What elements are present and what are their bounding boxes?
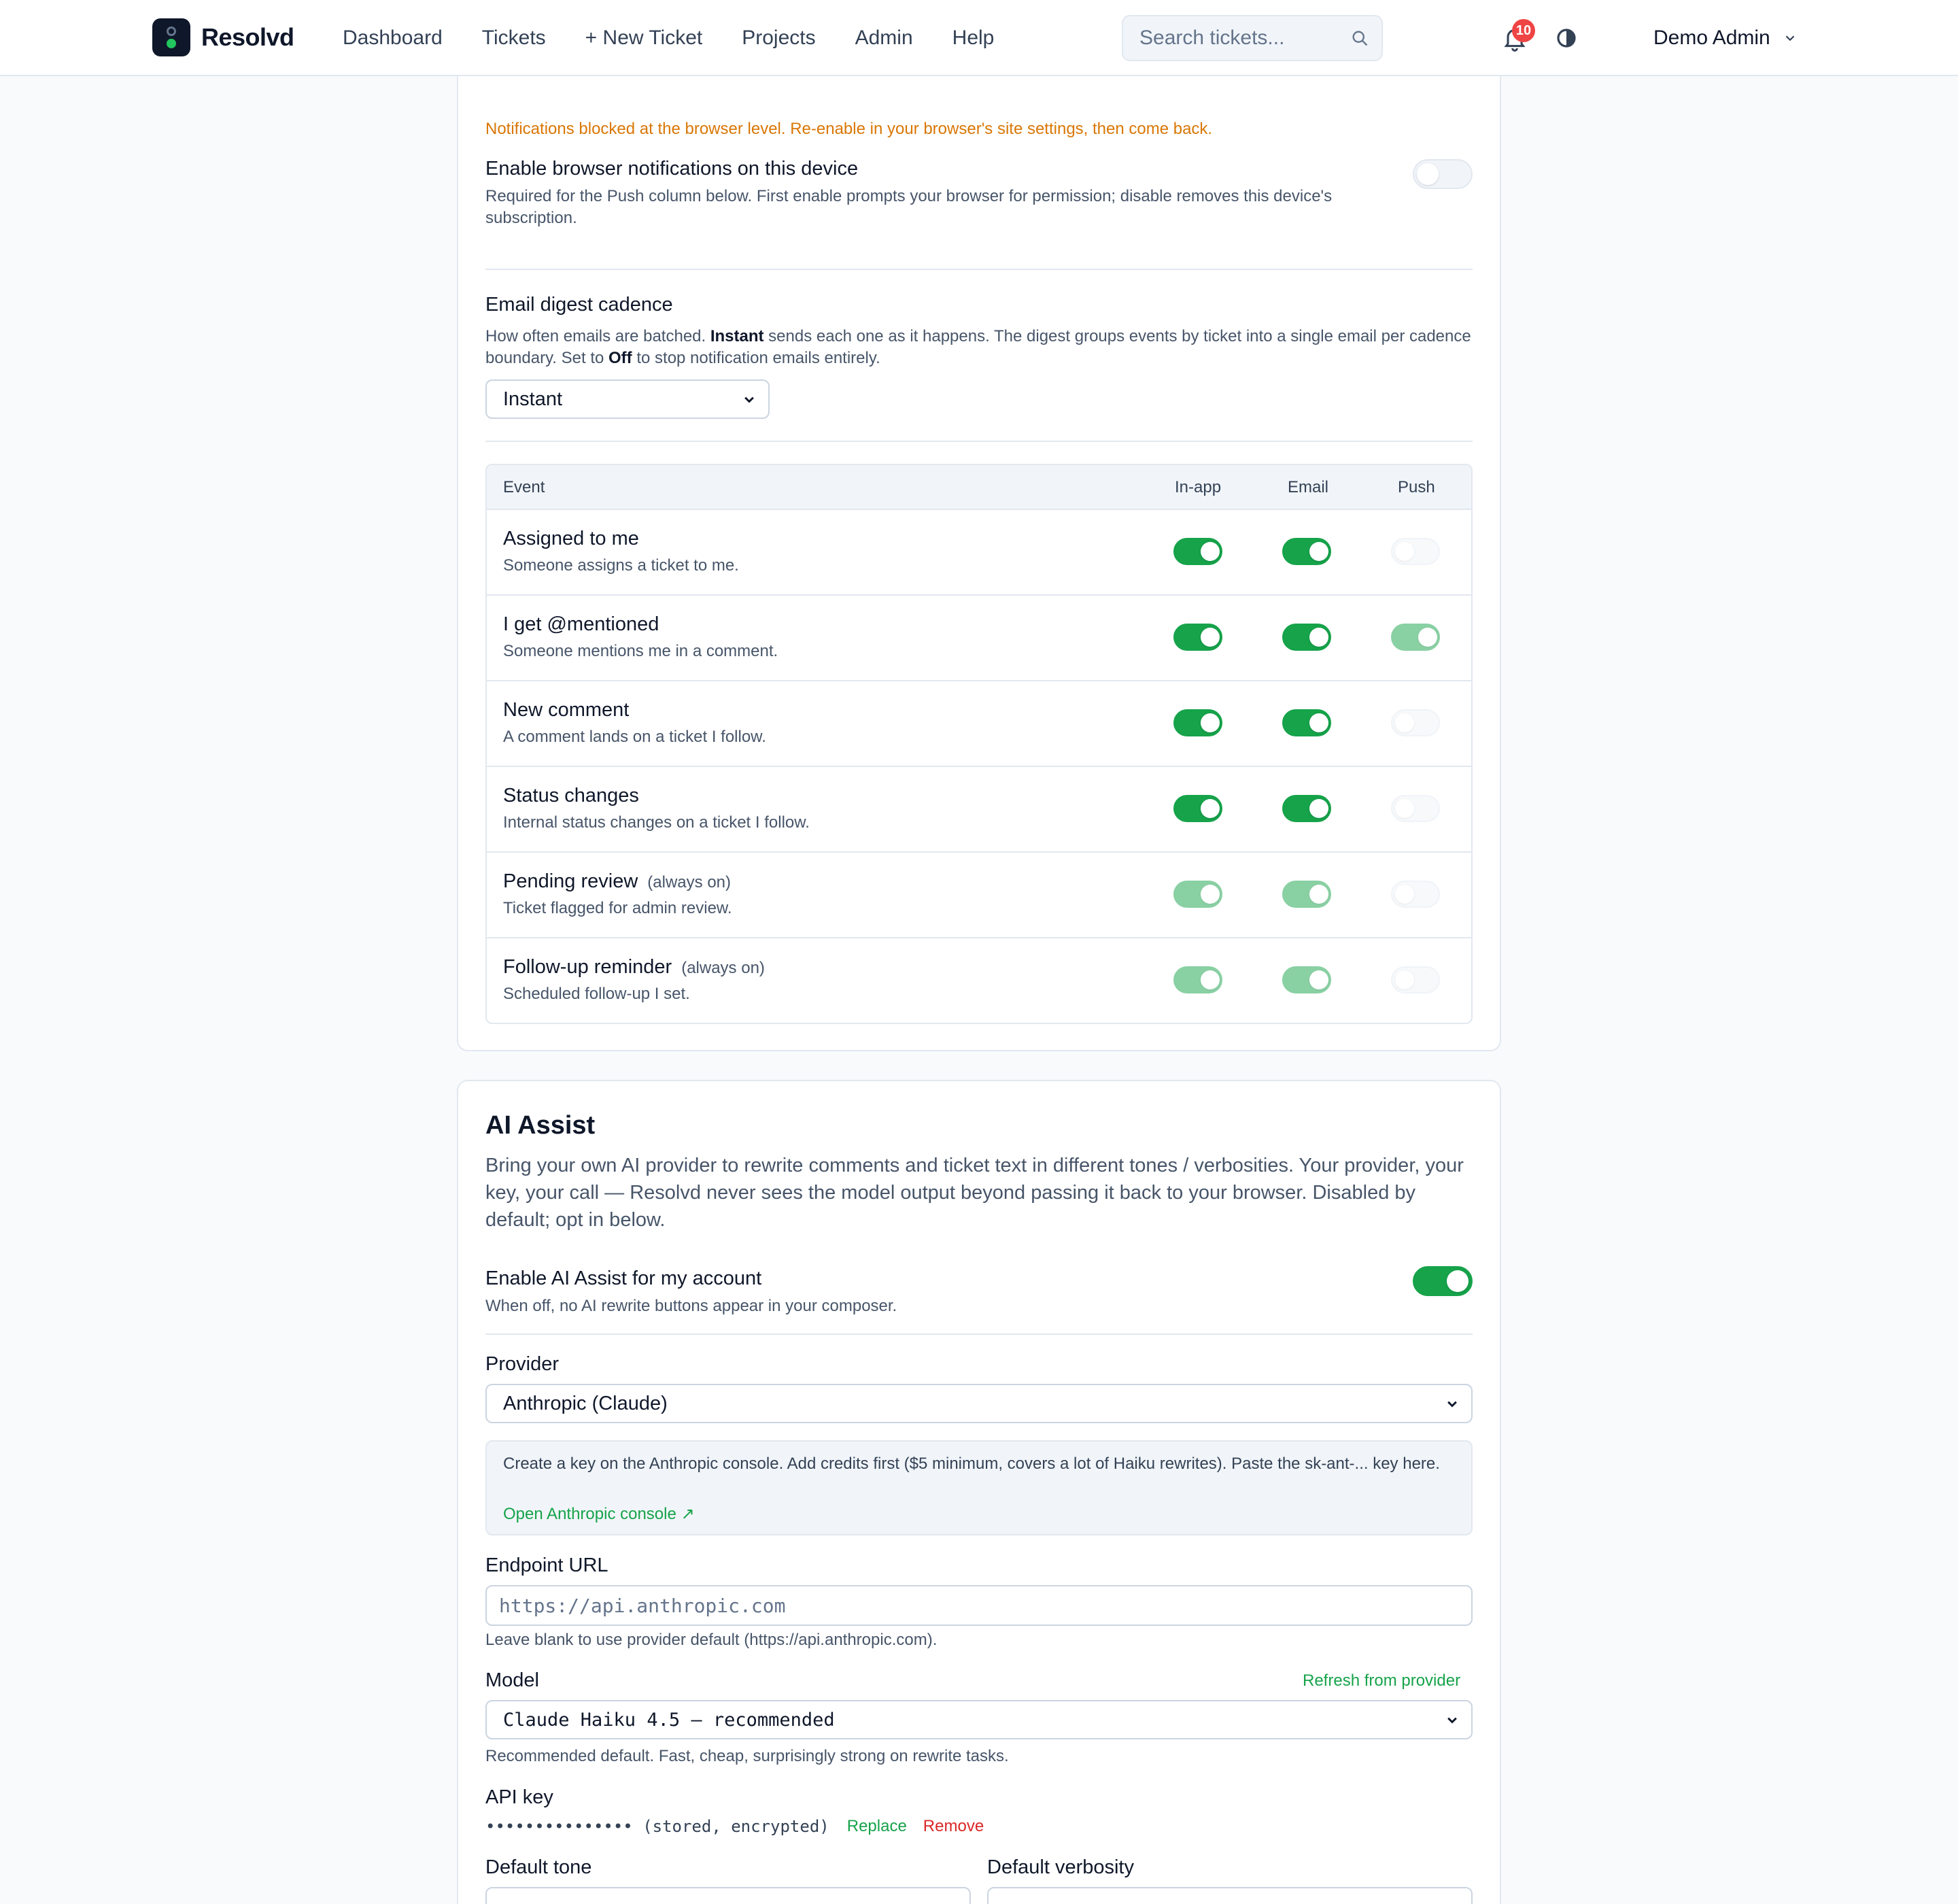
provider-value: Anthropic (Claude) [503, 1392, 668, 1414]
api-key-masked: ••••••••••••••• (stored, encrypted) [485, 1817, 829, 1836]
chevron-down-icon [1783, 31, 1798, 46]
event-name: Assigned to me [503, 528, 639, 549]
browser-notifications-setting [485, 158, 1383, 229]
search-input[interactable] [1123, 16, 1341, 60]
api-key-label: API key [485, 1786, 553, 1808]
user-menu[interactable] [1653, 0, 1798, 76]
provider-info-text: Create a key on the Anthropic console. Add credits first ($5 minimum, covers a lot of Haiku rewrites). Paste the sk-ant-... key here. [503, 1455, 1440, 1473]
digest-cadence-setting [485, 294, 1473, 369]
model-select[interactable] [485, 1700, 1473, 1739]
browser-notifications-toggle[interactable] [1413, 159, 1473, 189]
digest-cadence-select[interactable] [485, 379, 770, 419]
open-console-link[interactable]: Open Anthropic console ↗ [503, 1505, 695, 1523]
chevron-down-icon [1445, 1714, 1459, 1727]
brand-name: Resolvd [201, 23, 294, 51]
resolvd-logo-icon [152, 18, 190, 56]
provider-label: Provider [485, 1353, 559, 1375]
inapp-toggle[interactable] [1173, 966, 1222, 993]
inapp-toggle[interactable] [1173, 538, 1222, 565]
model-value: Claude Haiku 4.5 — recommended [503, 1709, 835, 1731]
default-verbosity-select[interactable] [987, 1887, 1473, 1904]
table-row [487, 510, 1471, 596]
notification-count-badge: 10 [1512, 19, 1535, 42]
inapp-toggle[interactable] [1173, 709, 1222, 736]
inapp-toggle[interactable] [1173, 881, 1222, 908]
email-toggle[interactable] [1282, 624, 1331, 651]
digest-cadence-desc: How often emails are batched. Instant sends each one as it happens. The digest groups events by ticket into a single email per cadence boundary. Set to Off to stop notification emails entirely. [485, 327, 1471, 367]
ai-assist-title: AI Assist [485, 1111, 596, 1140]
chevron-down-icon [742, 393, 756, 407]
brand[interactable] [152, 18, 294, 56]
email-toggle[interactable] [1282, 795, 1331, 822]
event-desc: A comment lands on a ticket I follow. [503, 728, 766, 746]
ai-assist-lead: Bring your own AI provider to rewrite comments and ticket text in different tones / verbosities. Your provider, your key, your call — Resolvd never sees the model output beyond passing it back to your browser. Disabled by default; opt in below. [485, 1155, 1464, 1231]
table-row [487, 853, 1471, 938]
always-on-note: (always on) [647, 873, 732, 891]
col-inapp: In-app [1175, 478, 1222, 496]
user-name: Demo Admin [1653, 27, 1770, 49]
table-row [487, 596, 1471, 681]
provider-select[interactable] [485, 1384, 1473, 1423]
push-toggle[interactable] [1391, 881, 1440, 908]
browser-notifications-title: Enable browser notifications on this device [485, 158, 859, 180]
replace-key-link[interactable]: Replace [846, 1817, 907, 1835]
default-tone-select[interactable] [485, 1887, 971, 1904]
col-email: Email [1288, 478, 1329, 496]
provider-info-box [485, 1440, 1473, 1535]
push-toggle[interactable] [1391, 795, 1440, 822]
divider [485, 441, 1473, 442]
refresh-models-link[interactable]: Refresh from provider [1303, 1671, 1461, 1690]
event-desc: Someone assigns a ticket to me. [503, 556, 739, 575]
event-desc: Ticket flagged for admin review. [503, 899, 732, 917]
divider [485, 269, 1473, 270]
email-toggle[interactable] [1282, 881, 1331, 908]
email-toggle[interactable] [1282, 709, 1331, 736]
event-desc: Someone mentions me in a comment. [503, 642, 778, 660]
event-desc: Internal status changes on a ticket I follow. [503, 813, 810, 832]
search-icon[interactable] [1350, 29, 1369, 48]
endpoint-url-input[interactable] [485, 1585, 1473, 1626]
browser-notifications-desc: Required for the Push column below. First enable prompts your browser for permission; disable removes this device's subscription. [485, 187, 1333, 227]
nav-projects[interactable]: Projects [742, 27, 816, 49]
email-toggle[interactable] [1282, 966, 1331, 993]
push-toggle[interactable] [1391, 709, 1440, 736]
event-name: I get @mentioned [503, 613, 659, 635]
col-push: Push [1398, 478, 1435, 496]
event-name: Follow-up reminder (always on) [503, 956, 765, 978]
inapp-toggle[interactable] [1173, 795, 1222, 822]
search-box [1122, 15, 1383, 61]
event-name: Status changes [503, 785, 639, 806]
always-on-note: (always on) [681, 959, 765, 977]
digest-cadence-value: Instant [503, 388, 563, 410]
push-toggle[interactable] [1391, 624, 1440, 651]
nav-dashboard[interactable]: Dashboard [343, 27, 443, 49]
push-toggle[interactable] [1391, 966, 1440, 993]
notification-events-table [485, 464, 1473, 1024]
inapp-toggle[interactable] [1173, 624, 1222, 651]
chevron-down-icon [1445, 1397, 1459, 1411]
enable-ai-toggle[interactable] [1413, 1266, 1473, 1296]
enable-ai-desc: When off, no AI rewrite buttons appear in your composer. [485, 1297, 897, 1315]
enable-ai-title: Enable AI Assist for my account [485, 1268, 762, 1289]
nav-admin[interactable]: Admin [855, 27, 913, 49]
event-desc: Scheduled follow-up I set. [503, 985, 690, 1003]
default-verbosity-label: Default verbosity [987, 1856, 1134, 1878]
event-name: Pending review (always on) [503, 870, 732, 892]
main-nav [343, 0, 1033, 76]
model-hint: Recommended default. Fast, cheap, surprisingly strong on rewrite tasks. [485, 1747, 1009, 1765]
table-row [487, 681, 1471, 767]
top-nav-bar [0, 0, 1958, 76]
enable-ai-setting [485, 1268, 897, 1317]
event-name: New comment [503, 699, 630, 721]
table-header [487, 465, 1471, 510]
default-tone-label: Default tone [485, 1856, 592, 1878]
endpoint-label: Endpoint URL [485, 1554, 608, 1576]
push-toggle[interactable] [1391, 538, 1440, 565]
divider [485, 1333, 1473, 1335]
remove-key-link[interactable]: Remove [923, 1817, 984, 1835]
model-label: Model [485, 1669, 539, 1691]
nav-new-ticket[interactable]: + New Ticket [585, 27, 703, 49]
nav-tickets[interactable]: Tickets [481, 27, 546, 49]
email-toggle[interactable] [1282, 538, 1331, 565]
api-key-row [485, 1817, 984, 1836]
endpoint-hint: Leave blank to use provider default (https://api.anthropic.com). [485, 1631, 938, 1649]
table-row [487, 938, 1471, 1024]
theme-toggle-icon[interactable] [1556, 27, 1577, 49]
table-row [487, 767, 1471, 853]
browser-blocked-warning: Notifications blocked at the browser level. Re-enable in your browser's site settings, then come back. [485, 120, 1213, 138]
nav-help[interactable]: Help [952, 27, 995, 49]
digest-cadence-title: Email digest cadence [485, 294, 673, 316]
col-event: Event [503, 478, 545, 496]
